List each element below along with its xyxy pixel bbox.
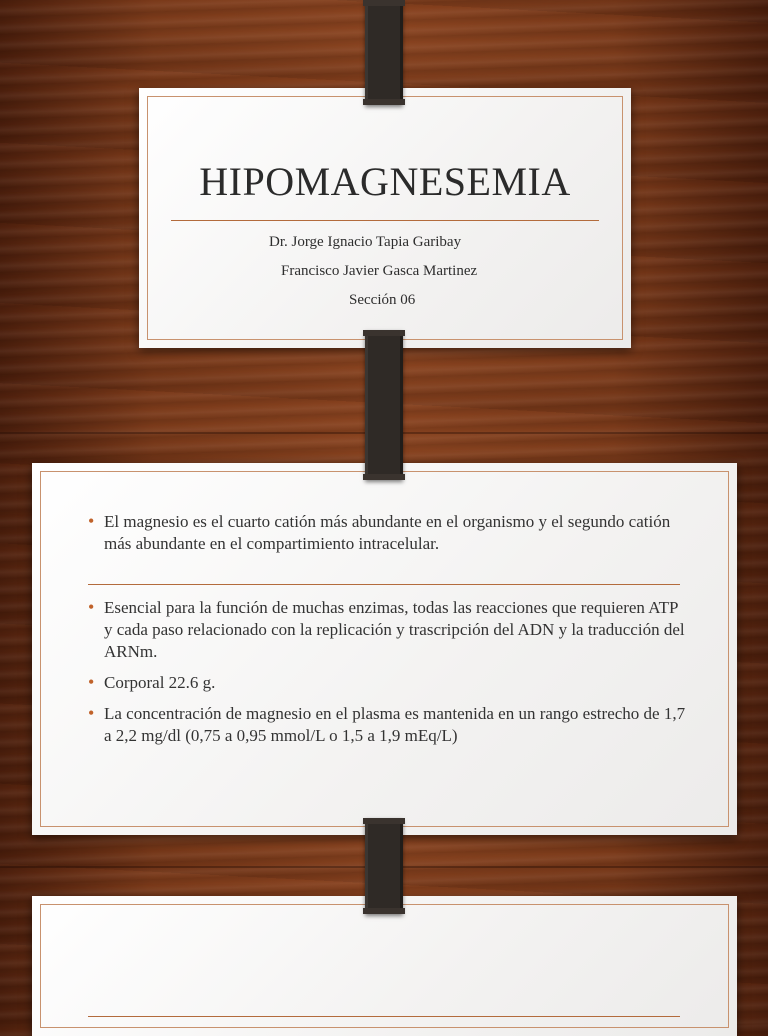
list-item: • La concentración de magnesio en el plasma es mantenida en un rango estrecho de 1,7 a 2,2 mg/dl (0,75 a 0,95 mmol/L o 1,5 a 1,9 mEq/L): [88, 703, 686, 745]
slide-frame: [40, 904, 729, 1028]
content-divider: [88, 584, 680, 585]
title-slide[interactable]: [139, 88, 631, 348]
title-divider: [171, 220, 599, 221]
content-slide[interactable]: [32, 463, 737, 835]
author-name: Dr. Jorge Ignacio Tapia Garibay: [269, 234, 462, 250]
list-item: • El magnesio es el cuarto catión más abundante en el organismo y el segundo catión más abundante en el compartimiento intracelular.: [88, 511, 671, 553]
content-divider: [88, 1016, 680, 1017]
list-item: • Esencial para la función de muchas enzimas, todas las reacciones que requieren ATP y cada paso relacionado con la replicación y trascripción del ADN y la traducción del ARNm.: [88, 597, 685, 661]
strap-middle: [365, 330, 403, 480]
bullet-icon: •: [88, 703, 95, 723]
list-item: • Corporal 22.6 g.: [88, 672, 216, 692]
section-label: Sección 06: [349, 292, 416, 308]
bullet-icon: •: [88, 672, 95, 692]
bullet-icon: •: [88, 597, 95, 617]
slide-title: HIPOMAGNESEMIA: [199, 159, 571, 204]
bullet-icon: •: [88, 511, 95, 531]
bullet-list-top: [88, 511, 688, 564]
presenter-name: Francisco Javier Gasca Martinez: [281, 263, 478, 279]
strap-top: [365, 0, 403, 105]
next-slide[interactable]: [32, 896, 737, 1036]
bullet-list-bottom: [88, 597, 688, 756]
strap-lower: [365, 818, 403, 914]
